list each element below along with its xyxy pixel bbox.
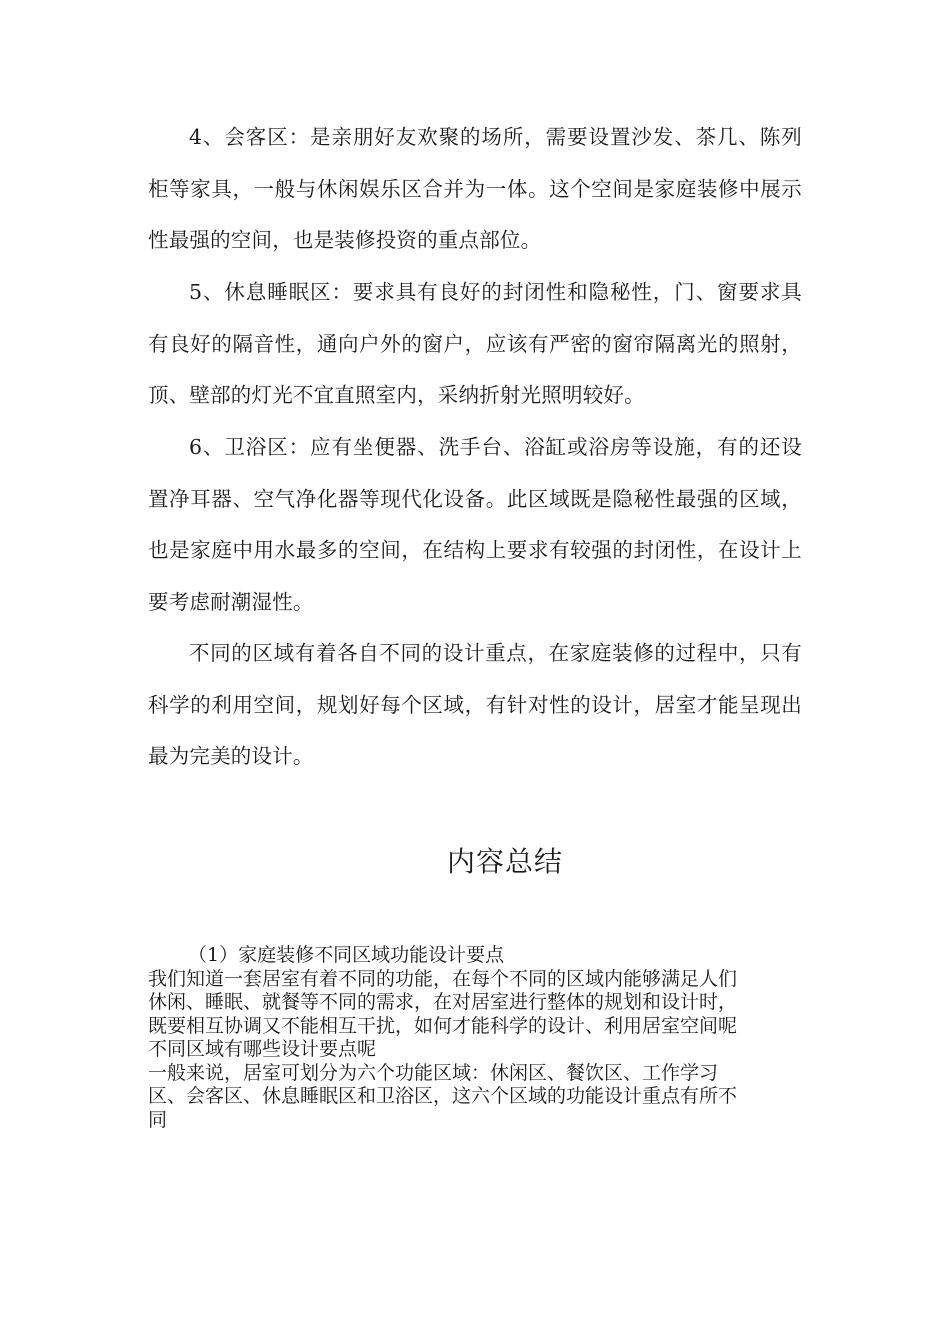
summary-line: 一般来说，居室可划分为六个功能区域：休闲区、餐饮区、工作学习 bbox=[148, 1061, 719, 1084]
summary-line: 既要相互协调又不能相互干扰，如何才能科学的设计、利用居室空间呢 bbox=[148, 1014, 738, 1037]
summary-line: 同 bbox=[148, 1108, 168, 1131]
paragraph-bathroom-area: 6、卫浴区：应有坐便器、洗手台、浴缸或浴房等设施，有的还设置净耳器、空气净化器等现代化设备。此区域既是隐秘性最强的区域，也是家庭中用水最多的空间，在结构上要求有较强的封闭性，在设计上要考虑耐潮湿性。 bbox=[148, 435, 802, 614]
summary-title: 内容总结 bbox=[446, 845, 563, 878]
summary-line: 区、会客区、休息睡眠区和卫浴区，这六个区域的功能设计重点有所不 bbox=[148, 1085, 738, 1107]
summary-line: 我们知道一套居室有着不同的功能，在每个不同的区域内能够满足人们 bbox=[148, 967, 738, 990]
paragraph-reception-area: 4、会客区：是亲朋好友欢聚的场所，需要设置沙发、茶几、陈列柜等家具，一般与休闲娱乐区合并为一体。这个空间是家庭装修中展示性最强的空间，也是装修投资的重点部位。 bbox=[148, 125, 802, 252]
summary-line: 休闲、睡眠、就餐等不同的需求，在对居室进行整体的规划和设计时， bbox=[148, 991, 738, 1013]
paragraph-sleeping-area: 5、休息睡眠区：要求具有良好的封闭性和隐秘性，门、窗要求具有良好的隔音性，通向户外的窗户，应该有严密的窗帘隔离光的照射，顶、壁部的灯光不宜直照室内，采纳折射光照明较好。 bbox=[148, 280, 802, 407]
summary-line: 不同区域有哪些设计要点呢 bbox=[148, 1038, 377, 1060]
summary-heading: （1）家庭装修不同区域功能设计要点 bbox=[188, 944, 505, 966]
paragraph-conclusion: 不同的区域有着各自不同的设计重点，在家庭装修的过程中，只有科学的利用空间，规划好每个区域，有针对性的设计，居室才能呈现出最为完美的设计。 bbox=[148, 641, 802, 768]
summary-block bbox=[148, 944, 808, 1132]
